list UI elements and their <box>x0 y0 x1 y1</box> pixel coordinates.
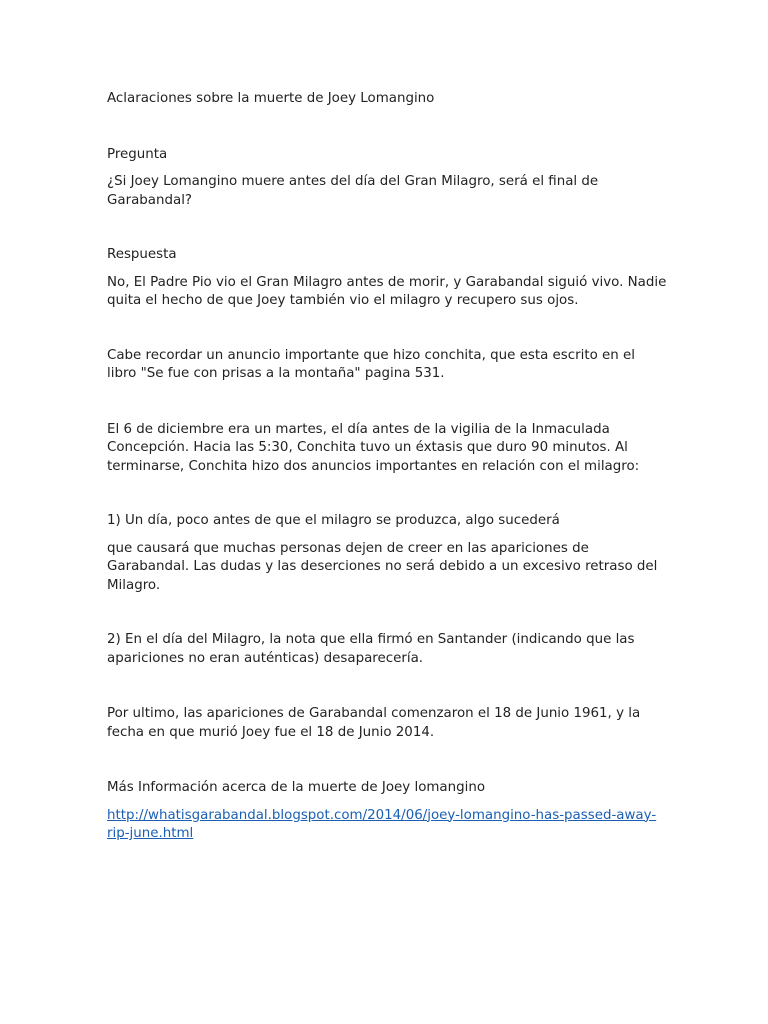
document-body <box>107 90 667 844</box>
announcement-2-text: 2) En el día del Milagro, la nota que ella firmó en Santander (indicando que las apariciones no eran auténticas) desaparecería. <box>107 632 635 666</box>
announcement-1-intro: 1) Un día, poco antes de que el milagro se produzca, algo sucederá <box>107 513 560 528</box>
question-heading: Pregunta <box>107 146 168 162</box>
answer-text: No, El Padre Pio vio el Gran Milagro antes de morir, y Garabandal siguió vivo. Nadie quita el hecho de que Joey también vio el milagro y recupero sus ojos. <box>107 274 667 308</box>
more-info-heading: Más Información acerca de la muerte de Joey lomangino <box>107 780 486 795</box>
december-paragraph: El 6 de diciembre era un martes, el día antes de la vigilia de la Inmaculada Concepción. Hacia las 5:30, Conchita tuvo un éxtasis que duro 90 minutos. Al terminarse, Conchita hizo dos anuncios importantes en relación con el milagro: <box>107 421 640 474</box>
more-info-link-paragraph <box>107 807 667 844</box>
document-title: Aclaraciones sobre la muerte de Joey Lomangino <box>107 91 435 106</box>
closing-paragraph: Por ultimo, las apariciones de Garabandal comenzaron el 18 de Junio 1961, y la fecha en que murió Joey fue el 18 de Junio 2014. <box>107 706 641 740</box>
announcement-1-text: que causará que muchas personas dejen de creer en las apariciones de Garabandal. Las dudas y las deserciones no será debido a un excesivo retraso del Milagro. <box>107 540 658 593</box>
reminder-paragraph: Cabe recordar un anuncio importante que hizo conchita, que esta escrito en el libro "Se fue con prisas a la montaña" pagina 531. <box>107 347 635 381</box>
question-text: ¿Si Joey Lomangino muere antes del día del Gran Milagro, será el final de Garabandal? <box>107 174 599 208</box>
external-link[interactable]: http://whatisgarabandal.blogspot.com/2014/06/joey-lomangino-has-passed-away-rip-june.html <box>107 807 657 841</box>
answer-heading: Respuesta <box>107 247 177 262</box>
